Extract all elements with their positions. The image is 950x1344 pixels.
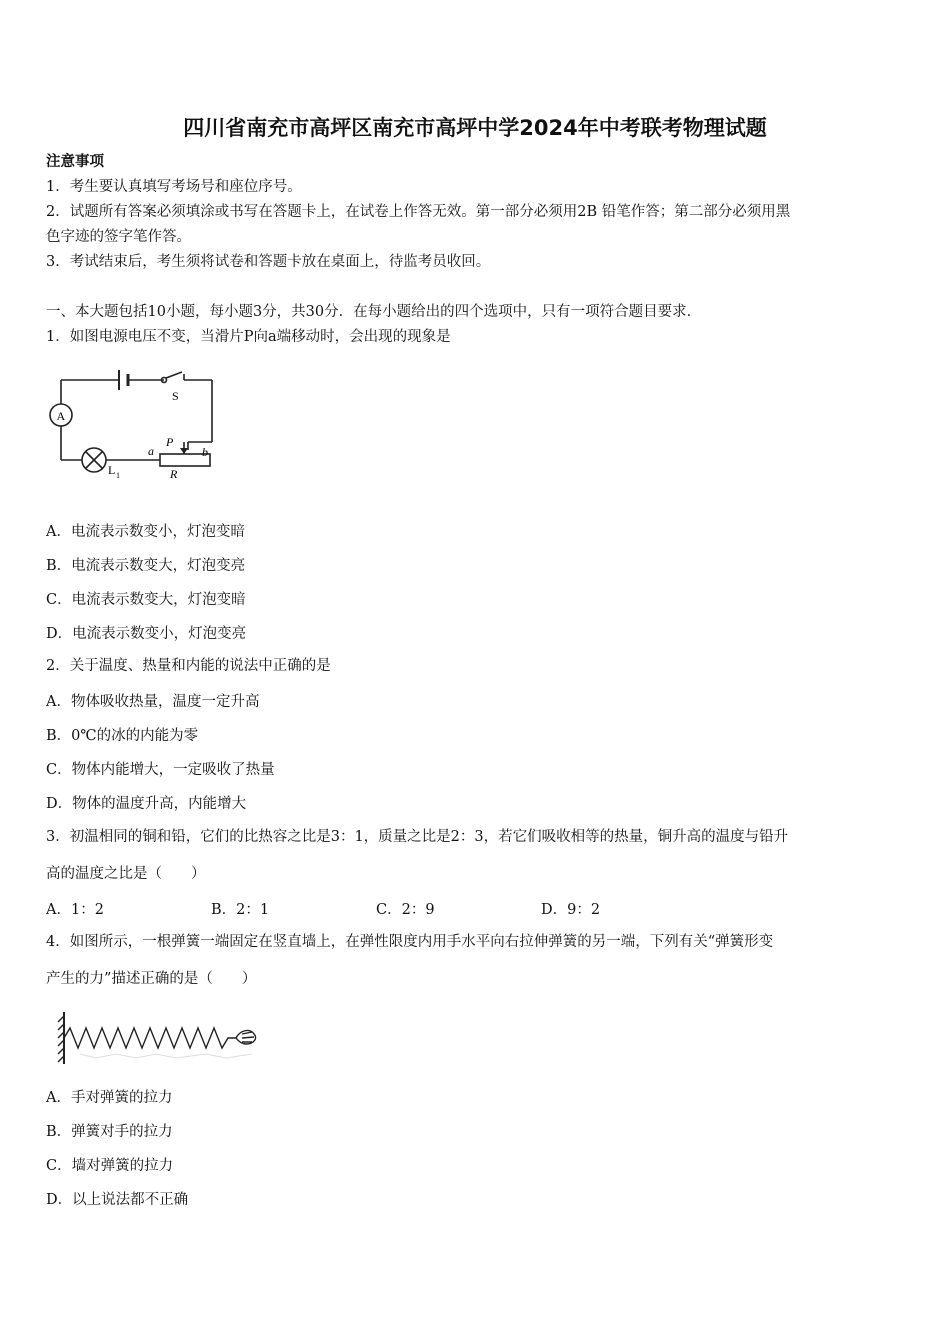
label-a: a [148, 444, 154, 458]
q3-stem-line1: 3．初温相同的铜和铅，它们的比热容之比是3：1，质量之比是2：3，若它们吸收相等的热量，铜升高的温度与铅升 [46, 829, 789, 845]
notice-item-1: 1．考生要认真填写考场号和座位序号。 [46, 179, 302, 195]
label-r: R [170, 467, 178, 481]
q4-stem-line1: 4．如图所示，一根弹簧一端固定在竖直墙上，在弹性限度内用手水平向右拉伸弹簧的另一端，下列有关“弹簧形变 [46, 934, 774, 950]
q2-stem: 2．关于温度、热量和内能的说法中正确的是 [46, 658, 331, 674]
q2-option-d: D．物体的温度升高，内能增大 [46, 796, 247, 812]
q3-option-d: D．9：2 [541, 902, 601, 918]
q1-option-c: C．电流表示数变大，灯泡变暗 [46, 592, 246, 608]
label-s: S [172, 389, 179, 403]
q3-option-a: A．1：2 [46, 902, 104, 918]
notice-item-3: 3．考试结束后，考生须将试卷和答题卡放在桌面上，待监考员收回。 [46, 254, 491, 270]
label-ammeter: A [56, 409, 66, 423]
q1-option-b: B．电流表示数变大，灯泡变亮 [46, 558, 246, 574]
notice-item-2: 2．试题所有答案必须填涂或书写在答题卡上，在试卷上作答无效。第一部分必须用2B 铅笔作答；第二部分必须用黑 [46, 204, 791, 220]
section-heading: 一、本大题包括10小题，每小题3分，共30分．在每小题给出的四个选项中，只有一项符合题目要求． [46, 304, 702, 320]
q2-option-b: B．0℃的冰的内能为零 [46, 728, 199, 744]
label-b: b [202, 445, 208, 459]
label-p: P [166, 435, 174, 449]
q2-option-a: A．物体吸收热量，温度一定升高 [46, 694, 260, 710]
q4-option-d: D．以上说法都不正确 [46, 1192, 189, 1208]
q4-option-c: C．墙对弹簧的拉力 [46, 1158, 174, 1174]
circuit-diagram [44, 362, 224, 484]
spring-diagram [56, 1008, 262, 1066]
q4-stem-line2: 产生的力”描述正确的是（ ） [46, 971, 257, 987]
q2-option-c: C．物体内能增大，一定吸收了热量 [46, 762, 275, 778]
q3-stem-line2: 高的温度之比是（ ） [46, 866, 206, 882]
q3-option-c: C．2：9 [376, 902, 435, 918]
q1-option-d: D．电流表示数变小，灯泡变亮 [46, 626, 247, 642]
notice-heading: 注意事项 [46, 153, 104, 170]
q4-option-b: B．弹簧对手的拉力 [46, 1124, 173, 1140]
page-title: 四川省南充市高坪区南充市高坪中学2024年中考联考物理试题 [183, 116, 767, 140]
q3-option-b: B．2：1 [211, 902, 270, 918]
notice-item-2-cont: 色字迹的签字笔作答。 [46, 229, 191, 245]
q1-stem: 1．如图电源电压不变，当滑片P向a端移动时，会出现的现象是 [46, 329, 451, 345]
q1-option-a: A．电流表示数变小，灯泡变暗 [46, 524, 245, 540]
q4-option-a: A．手对弹簧的拉力 [46, 1090, 173, 1106]
label-lamp: L [108, 463, 116, 477]
label-lamp-sub: 1 [116, 471, 120, 480]
